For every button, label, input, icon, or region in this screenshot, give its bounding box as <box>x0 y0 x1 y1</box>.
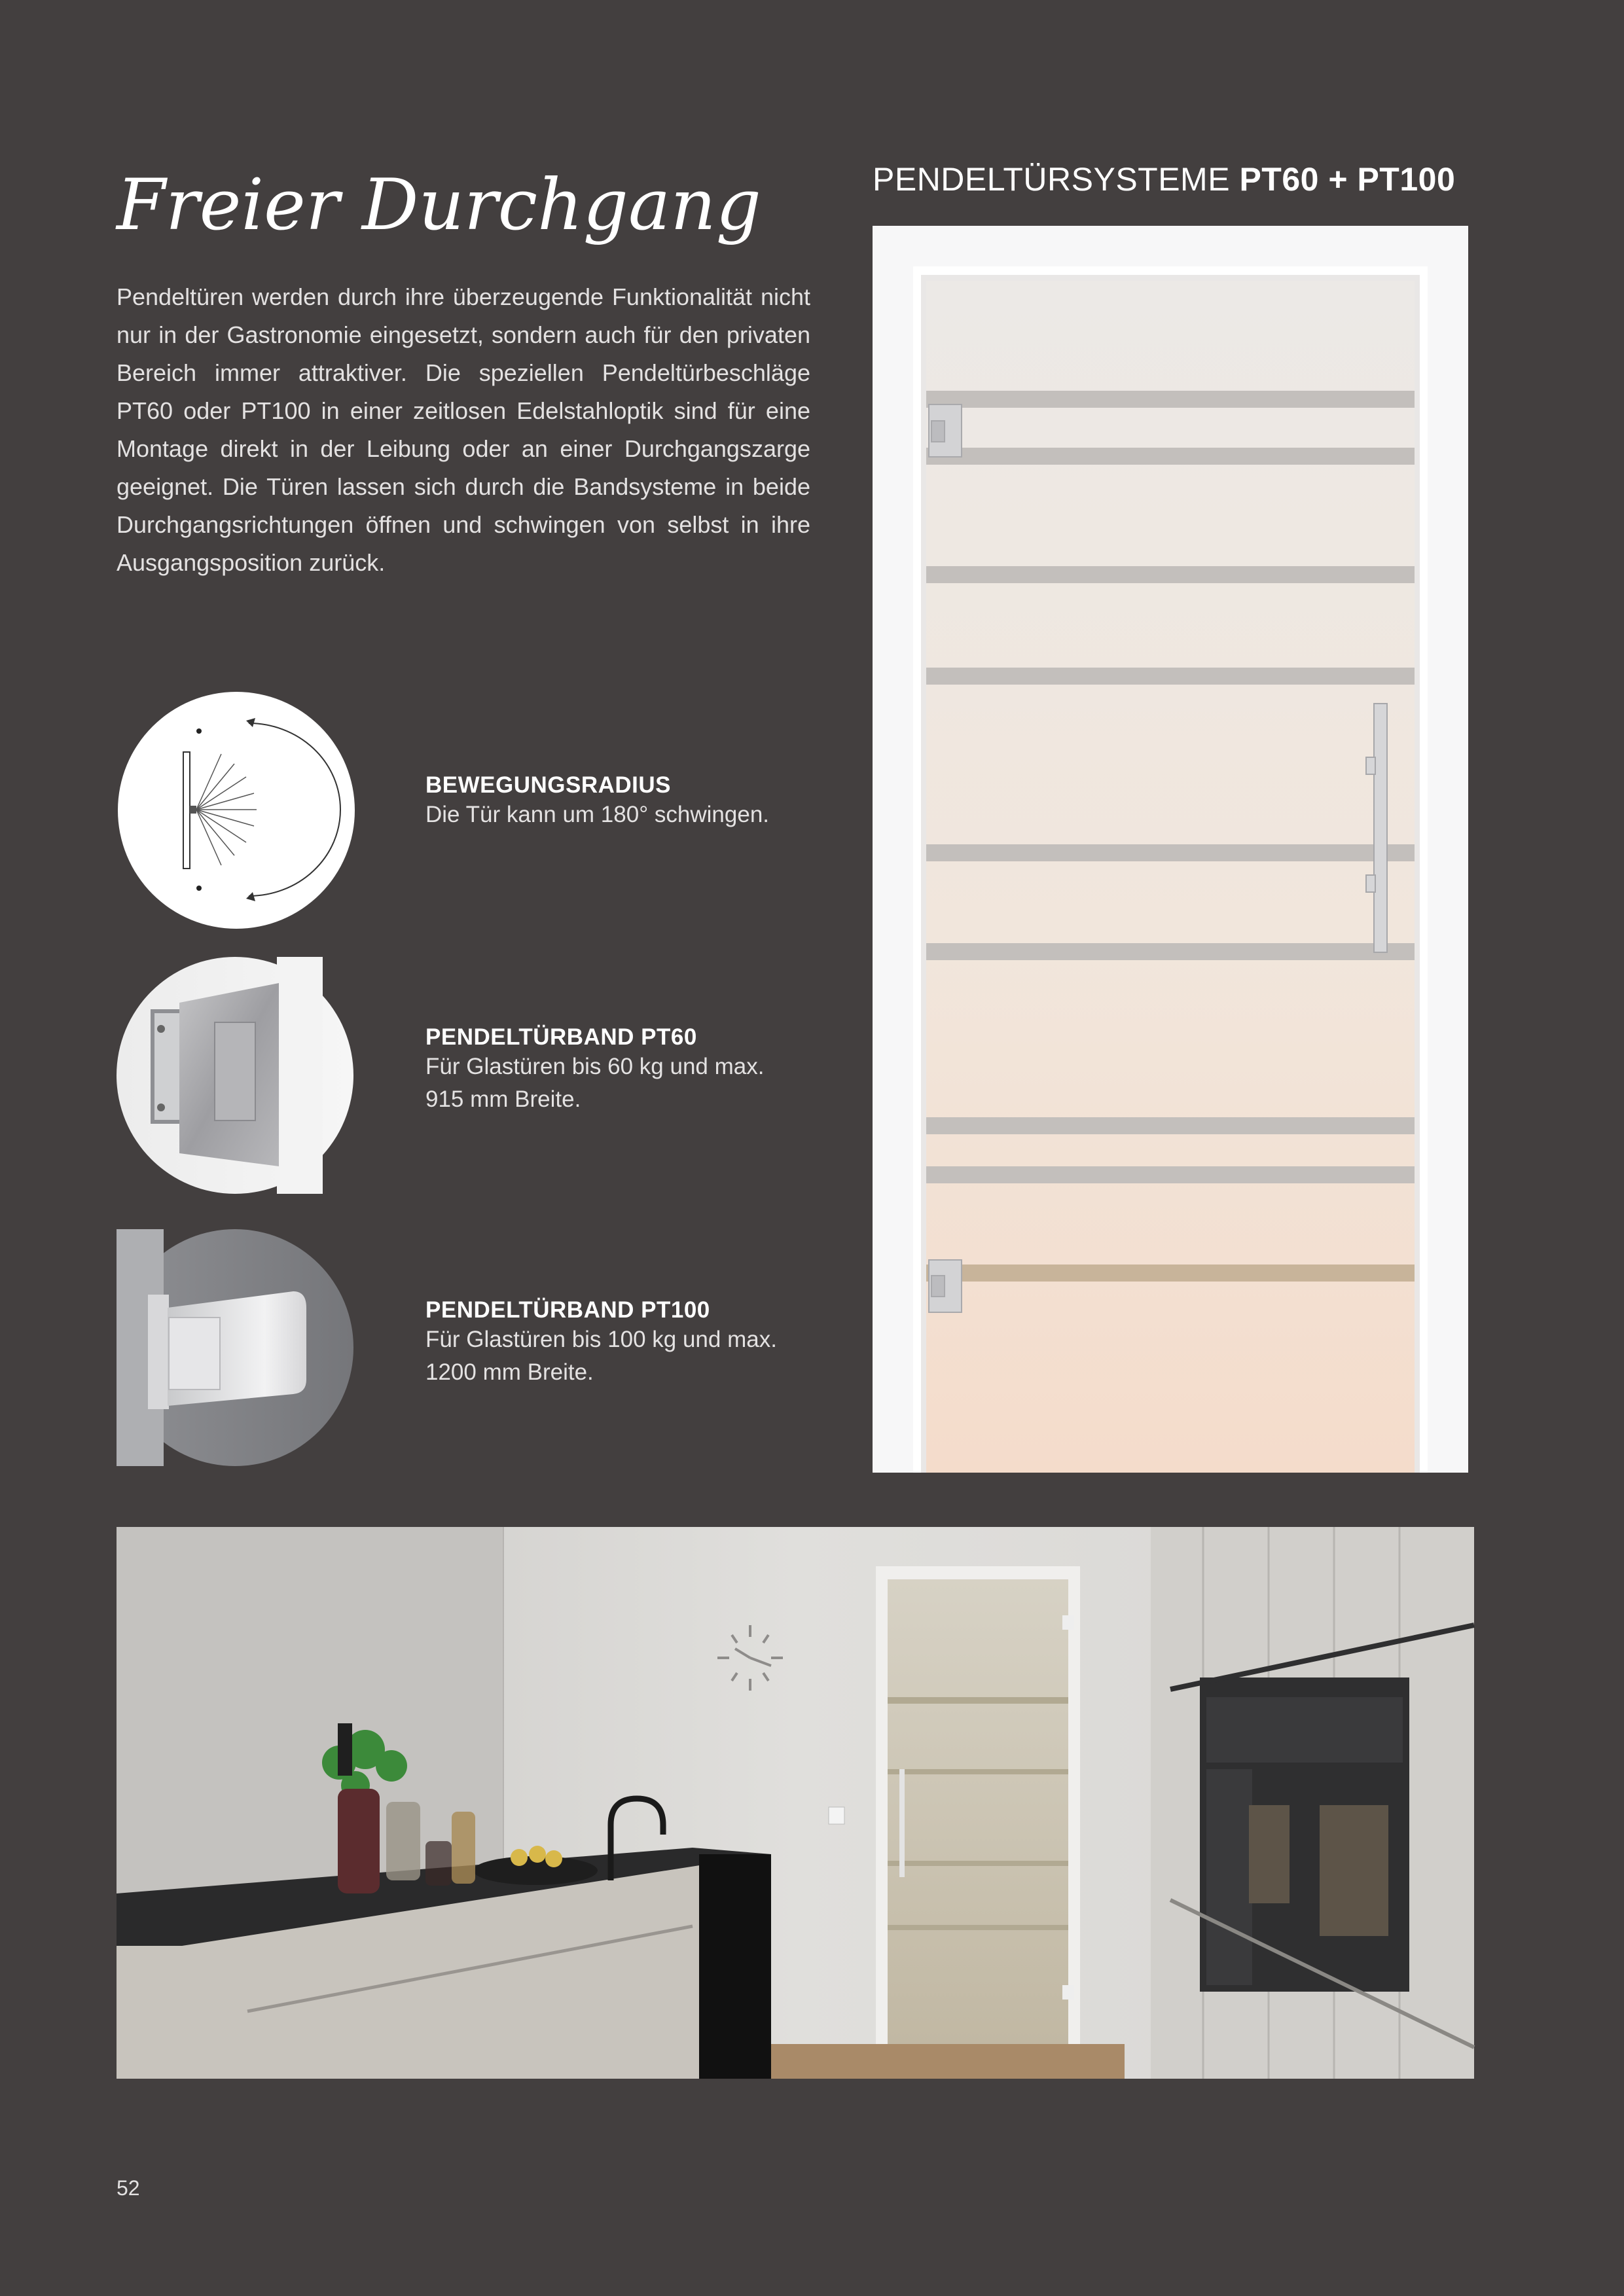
lower-hinge <box>929 1260 962 1312</box>
swing-radius-circle <box>118 692 355 929</box>
pt100-circle <box>117 1229 353 1466</box>
upper-hinge <box>929 404 962 457</box>
headline-text: Freier Durchgang <box>117 164 761 246</box>
feature-pt60 <box>425 1024 764 1116</box>
kitchen-scene-photo <box>117 1527 1474 2079</box>
page-number: 52 <box>117 2176 140 2200</box>
door-title-bold: PT60 + PT100 <box>1239 161 1456 198</box>
intro-paragraph: Pendeltüren werden durch ihre überzeugende Funktionalität nicht nur in der Gastronomie eingesetzt, sondern auch für den privaten Bereich immer attraktiver. Die speziellen Pendeltürbeschläge PT60 oder PT100 in einer zeitlosen Edelstahloptik sind für eine Montage direkt in der Leibung oder an einer Durchgangszarge geeignet. Die Türen lassen sich durch die Bandsysteme in beide Durchgangsrichtungen öffnen und schwingen von selbst in ihre Ausgangsposition zurück. <box>117 283 810 576</box>
feature-pt60-title: PENDELTÜRBAND PT60 <box>425 1024 697 1050</box>
feature-pt100-title: PENDELTÜRBAND PT100 <box>425 1297 710 1323</box>
feature-radius <box>425 772 769 831</box>
feature-radius-text: Die Tür kann um 180° schwingen. <box>425 802 770 827</box>
door-title-light: PENDELTÜRSYSTEME <box>873 161 1240 198</box>
swing-radius-diagram-icon <box>118 692 355 929</box>
pt60-circle <box>117 957 353 1194</box>
feature-pt100-line2: 1200 mm Breite. <box>425 1359 594 1385</box>
scene-glass-door <box>888 1579 1068 2044</box>
feature-pt100 <box>425 1297 777 1389</box>
pt100-hinge-photo <box>117 1229 353 1466</box>
door-section-title <box>873 160 1455 198</box>
feature-pt60-line2: 915 mm Breite. <box>425 1086 581 1112</box>
wood-stripe <box>926 1265 1415 1282</box>
glass-door-illustration <box>873 226 1468 1473</box>
feature-pt60-line1: Für Glastüren bis 60 kg und max. <box>425 1054 765 1079</box>
headline <box>117 151 761 275</box>
feature-pt100-line1: Für Glastüren bis 100 kg und max. <box>425 1327 777 1352</box>
feature-radius-title: BEWEGUNGSRADIUS <box>425 772 672 798</box>
pt60-hinge-photo <box>117 957 353 1194</box>
